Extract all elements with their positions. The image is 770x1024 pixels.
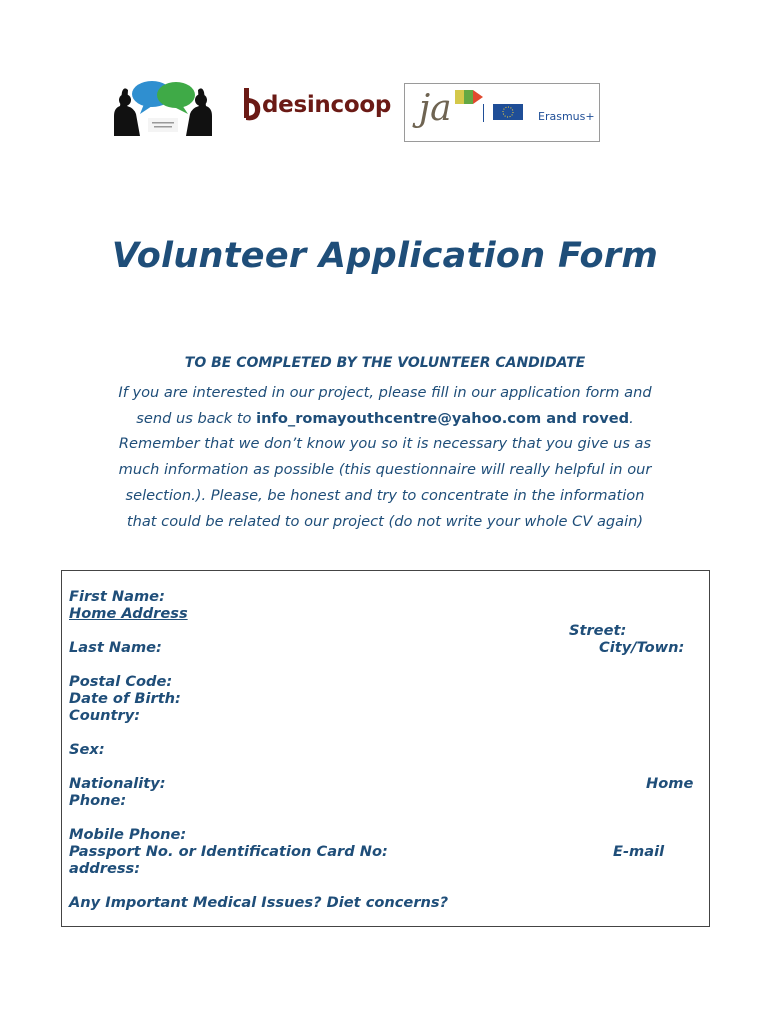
phone-label: Phone: bbox=[69, 792, 127, 809]
sex-label: Sex: bbox=[69, 741, 105, 758]
medical-issues-label: Any Important Medical Issues? Diet concerns? bbox=[69, 894, 449, 911]
home-address-label: Home Address bbox=[69, 605, 188, 622]
first-name-label: First Name: bbox=[69, 588, 165, 605]
contact-email: info_romayouthcentre@yahoo.com and roved bbox=[256, 409, 630, 427]
ja-flag-icon bbox=[455, 90, 483, 104]
intro-line: much information as possible (this questionnaire will really helpful in our bbox=[118, 461, 652, 479]
erasmus-logo-text: Erasmus+ bbox=[538, 110, 595, 123]
country-label: Country: bbox=[69, 707, 141, 724]
partner-logo-desincoop bbox=[240, 86, 390, 130]
applicant-details-box bbox=[61, 570, 710, 927]
last-name-label: Last Name: bbox=[69, 639, 162, 656]
intro-text: send us back to bbox=[136, 409, 257, 427]
ja-logo-text: ja bbox=[419, 88, 452, 129]
intro-line bbox=[96, 406, 674, 432]
city-town-label: City/Town: bbox=[599, 639, 685, 656]
date-of-birth-label: Date of Birth: bbox=[69, 690, 181, 707]
logo-divider bbox=[483, 104, 484, 122]
desincoop-mark-icon bbox=[240, 88, 262, 124]
intro-text: . bbox=[629, 409, 634, 427]
intro-line: If you are interested in our project, please fill in our application form and bbox=[118, 384, 652, 401]
postal-code-label: Postal Code: bbox=[69, 673, 173, 690]
intro-paragraph bbox=[96, 380, 674, 534]
speech-bubbles-icon bbox=[112, 78, 214, 138]
street-label: Street: bbox=[569, 622, 627, 639]
nationality-label: Nationality: bbox=[69, 775, 166, 792]
home-label: Home bbox=[646, 775, 694, 792]
mobile-phone-label: Mobile Phone: bbox=[69, 826, 187, 843]
eu-flag-icon bbox=[493, 104, 523, 120]
partner-logo-erasmus bbox=[404, 83, 600, 142]
section-subheading: TO BE COMPLETED BY THE VOLUNTEER CANDIDATE bbox=[184, 355, 586, 371]
partner-logo-speech-bubbles bbox=[112, 78, 214, 138]
page-title: Volunteer Application Form bbox=[111, 236, 659, 276]
desincoop-logo-text: desincoop bbox=[262, 92, 392, 118]
email-label: E-mail bbox=[613, 843, 665, 860]
intro-line: that could be related to our project (do not write your whole CV again) bbox=[126, 512, 644, 530]
passport-label: Passport No. or Identification Card No: bbox=[69, 843, 388, 860]
intro-line: Remember that we don’t know you so it is necessary that you give us as bbox=[118, 435, 652, 453]
address-label: address: bbox=[69, 860, 141, 877]
intro-line: selection.). Please, be honest and try to concentrate in the information bbox=[125, 486, 645, 504]
